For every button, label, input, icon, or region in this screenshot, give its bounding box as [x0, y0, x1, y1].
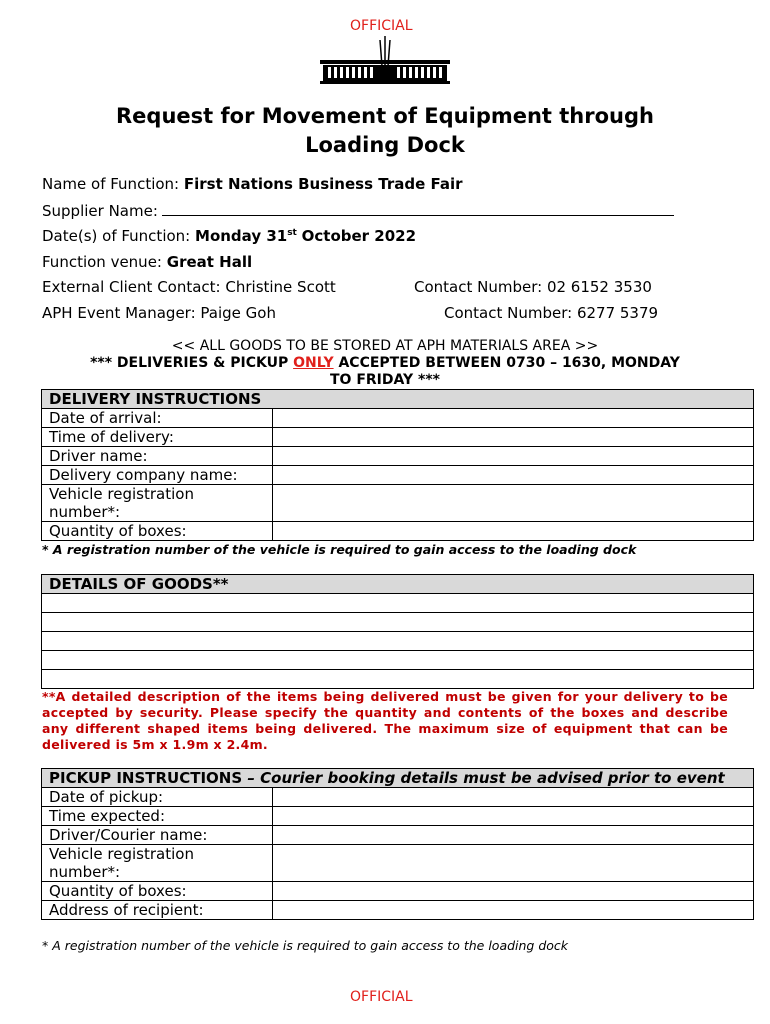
table-row: Time expected: — [42, 807, 754, 826]
delivery-header: DELIVERY INSTRUCTIONS — [42, 390, 754, 409]
classification-header: OFFICIAL — [350, 18, 413, 34]
storage-notice: << ALL GOODS TO BE STORED AT APH MATERIALS AREA >> — [171, 338, 599, 354]
table-row — [42, 632, 754, 651]
goods-description-note: **A detailed description of the items being delivered must be given for your delivery to be accepted by security. Please specify the quantity and contents of the boxes and describe any different shaped items being delivered. The maximum size of equipment that can be delivered is 5m x 1.9m x 2.4m. — [42, 689, 728, 752]
hours-notice: *** DELIVERIES & PICKUP ONLY ACCEPTED BETWEEN 0730 – 1630, MONDAY — [90, 355, 680, 371]
table-row: Date of arrival: — [42, 409, 754, 428]
goods-header: DETAILS OF GOODS** — [42, 575, 754, 594]
pickup-vehicle-registration-input[interactable] — [273, 845, 754, 882]
delivery-registration-note: * A registration number of the vehicle is required to gain access to the loading dock — [42, 542, 637, 557]
pickup-header: PICKUP INSTRUCTIONS – Courier booking details must be advised prior to event — [42, 769, 754, 788]
address-of-recipient-input[interactable] — [273, 901, 754, 920]
event-manager-number: Contact Number: 6277 5379 — [444, 304, 659, 322]
supplier-name-blank[interactable] — [162, 201, 674, 216]
delivery-instructions-table — [41, 389, 754, 541]
pickup-instructions-table — [41, 768, 754, 920]
table-row: Quantity of boxes: — [42, 882, 754, 901]
table-row — [42, 594, 754, 613]
table-row: Time of delivery: — [42, 428, 754, 447]
goods-line-input[interactable] — [42, 594, 754, 613]
table-row — [42, 651, 754, 670]
quantity-of-boxes-input[interactable] — [273, 522, 754, 541]
time-of-delivery-input[interactable] — [273, 428, 754, 447]
table-row — [42, 613, 754, 632]
hours-notice-cont: TO FRIDAY *** — [330, 372, 440, 388]
table-row: Quantity of boxes: — [42, 522, 754, 541]
table-row: Date of pickup: — [42, 788, 754, 807]
pickup-registration-note: * A registration number of the vehicle is required to gain access to the loading dock — [42, 938, 569, 953]
details-of-goods-table — [41, 574, 754, 689]
supplier-name-field: Supplier Name: — [42, 201, 674, 220]
table-row: Driver/Courier name: — [42, 826, 754, 845]
driver-name-input[interactable] — [273, 447, 754, 466]
table-row: Vehicle registration number*: — [42, 485, 754, 522]
function-name-field: Name of Function: First Nations Business Trade Fair — [42, 175, 463, 193]
time-expected-input[interactable] — [273, 807, 754, 826]
goods-line-input[interactable] — [42, 670, 754, 689]
date-of-arrival-input[interactable] — [273, 409, 754, 428]
table-row: Driver name: — [42, 447, 754, 466]
table-row — [42, 670, 754, 689]
event-manager-field: APH Event Manager: Paige Goh — [42, 304, 276, 322]
goods-line-input[interactable] — [42, 632, 754, 651]
function-venue-field: Function venue: Great Hall — [42, 253, 253, 271]
table-row: Vehicle registration number*: — [42, 845, 754, 882]
parliament-house-icon — [320, 36, 450, 84]
goods-line-input[interactable] — [42, 651, 754, 670]
page-title: Request for Movement of Equipment through Loading Dock — [116, 104, 654, 157]
vehicle-registration-input[interactable] — [273, 485, 754, 522]
function-dates-field: Date(s) of Function: Monday 31st October 2022 — [42, 227, 417, 245]
table-row: Address of recipient: — [42, 901, 754, 920]
client-contact-number: Contact Number: 02 6152 3530 — [414, 278, 652, 296]
classification-footer: OFFICIAL — [350, 989, 413, 1005]
client-contact-field: External Client Contact: Christine Scott — [42, 278, 336, 296]
date-of-pickup-input[interactable] — [273, 788, 754, 807]
courier-name-input[interactable] — [273, 826, 754, 845]
delivery-company-input[interactable] — [273, 466, 754, 485]
goods-line-input[interactable] — [42, 613, 754, 632]
pickup-quantity-input[interactable] — [273, 882, 754, 901]
table-row: Delivery company name: — [42, 466, 754, 485]
